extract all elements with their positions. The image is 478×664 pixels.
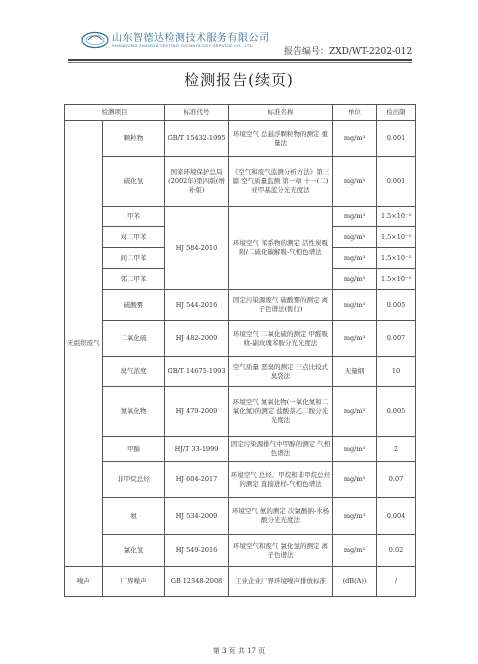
unit-cell: mg/m³ [333, 227, 377, 248]
item-cell: 甲苯 [103, 207, 165, 227]
company-name-en: SHANDONG ZHIDEDA TESTING TECHNOLOGY SERVICE CO., LTD [112, 43, 253, 48]
category-noise: 噪声 [65, 567, 103, 597]
name-cell: 固定污染源废气 硫酸雾的测定 离子色谱法(暂行) [229, 290, 333, 321]
code-cell: HJ 549-2016 [165, 535, 229, 567]
category-air: 无组织废气 [65, 121, 103, 567]
item-cell: 硫酸雾 [103, 290, 165, 321]
table-row [65, 437, 416, 462]
unit-cell: mg/m³ [333, 321, 377, 357]
company-name: 山东智德达检测技术服务有限公司 [112, 33, 270, 44]
limit-cell: 1.5×10⁻³ [377, 269, 416, 290]
code-cell: 国家环境保护总局(2002年)第四版(增补版) [165, 157, 229, 207]
unit-cell: (dB(A)) [333, 567, 377, 597]
unit-cell: mg/m³ [333, 157, 377, 207]
page-title: 检测报告(续页) [184, 71, 294, 89]
code-cell: GB/T 14675-1993 [165, 357, 229, 387]
table-header-row [65, 105, 416, 121]
item-cell: 硫化氢 [103, 157, 165, 207]
limit-cell: 1.5×10⁻³ [377, 207, 416, 227]
name-cell: 《空气和废气监测分析方法》第三篇 空气质量监测 第一章 十一(二) 亚甲基蓝分光光度法 [229, 157, 333, 207]
item-cell: 氨 [103, 498, 165, 535]
code-cell: HJ 544-2016 [165, 290, 229, 321]
limit-cell: 1.5×10⁻³ [377, 248, 416, 269]
item-cell: 对二甲苯 [103, 227, 165, 248]
limit-cell: 0.07 [377, 462, 416, 498]
unit-cell: mg/m³ [333, 290, 377, 321]
report-number: 报告编号：ZXD/WT-2202-012 [284, 47, 413, 57]
limit-cell: 0.005 [377, 387, 416, 437]
unit-cell: mg/m³ [333, 498, 377, 535]
header-item: 检测项目 [65, 105, 165, 121]
item-cell: 邻二甲苯 [103, 269, 165, 290]
unit-cell: mg/m³ [333, 269, 377, 290]
table-row [65, 535, 416, 567]
table-row [65, 157, 416, 207]
unit-cell: 无量纲 [333, 357, 377, 387]
header-divider [68, 59, 412, 61]
code-cell: HJ 534-2009 [165, 498, 229, 535]
page-number: 第 3 页 共 17 页 [212, 647, 266, 655]
item-cell: 氮氧化物 [103, 387, 165, 437]
name-cell: 工业企业厂界环境噪声排放标准 [229, 567, 333, 597]
code-cell: HJ 482-2009 [165, 321, 229, 357]
name-cell: 环境空气和废气 氯化氢的测定 离子色谱法 [229, 535, 333, 567]
limit-cell: 0.02 [377, 535, 416, 567]
table-row [65, 290, 416, 321]
limit-cell: 1.5×10⁻³ [377, 227, 416, 248]
table-row [65, 567, 416, 597]
code-cell: GB 12348-2008 [165, 567, 229, 597]
table-row [65, 357, 416, 387]
name-cell: 环境空气 总烃、甲烷和非甲烷总烃的测定 直接进样-气相色谱法 [229, 462, 333, 498]
unit-cell: mg/m³ [333, 462, 377, 498]
header-limit: 检出限 [377, 105, 416, 121]
unit-cell: mg/m³ [333, 437, 377, 462]
header-unit: 单位 [333, 105, 377, 121]
code-cell: GB/T 15432-1995 [165, 121, 229, 157]
item-cell: 非甲烷总烃 [103, 462, 165, 498]
company-logo-icon [80, 30, 110, 50]
code-cell: HJ 584-2010 [165, 207, 229, 290]
limit-cell: 0.007 [377, 321, 416, 357]
item-cell: 甲醇 [103, 437, 165, 462]
name-cell: 固定污染源排气中甲醇的测定 气相色谱法 [229, 437, 333, 462]
unit-cell: mg/m³ [333, 121, 377, 157]
unit-cell: mg/m³ [333, 387, 377, 437]
name-cell: 环境空气 苯系物的测定 活性炭吸附/二硫化碳解吸-气相色谱法 [229, 207, 333, 290]
header-name: 标准名称 [229, 105, 333, 121]
limit-cell: 0.001 [377, 157, 416, 207]
table-row [65, 387, 416, 437]
limit-cell: 0.001 [377, 121, 416, 157]
test-method-table [64, 104, 416, 597]
item-cell: 颗粒物 [103, 121, 165, 157]
item-cell: 间二甲苯 [103, 248, 165, 269]
limit-cell: 0.005 [377, 290, 416, 321]
item-cell: 厂界噪声 [103, 567, 165, 597]
item-cell: 二氧化硫 [103, 321, 165, 357]
unit-cell: mg/m³ [333, 248, 377, 269]
table-row [65, 321, 416, 357]
header-code: 标准代号 [165, 105, 229, 121]
header-divider-thin [68, 62, 412, 63]
table-row [65, 121, 416, 157]
limit-cell: 0.004 [377, 498, 416, 535]
name-cell: 环境空气 二氧化硫的测定 甲醛吸收-副玫瑰苯胺分光光度法 [229, 321, 333, 357]
table-row [65, 498, 416, 535]
name-cell: 环境空气 氮氧化物(一氧化氮和二氧化氮)的测定 盐酸萘乙二胺分光光度法 [229, 387, 333, 437]
table-row [65, 462, 416, 498]
limit-cell: 2 [377, 437, 416, 462]
code-cell: HJ 479-2009 [165, 387, 229, 437]
unit-cell: mg/m³ [333, 535, 377, 567]
limit-cell: / [377, 567, 416, 597]
name-cell: 空气质量 恶臭的测定 三点比较式臭袋法 [229, 357, 333, 387]
item-cell: 臭气浓度 [103, 357, 165, 387]
table-row [65, 207, 416, 227]
code-cell: HJ 604-2017 [165, 462, 229, 498]
code-cell: HJ/T 33-1999 [165, 437, 229, 462]
name-cell: 环境空气 总悬浮颗粒物的测定 重量法 [229, 121, 333, 157]
unit-cell: mg/m³ [333, 207, 377, 227]
item-cell: 氯化氢 [103, 535, 165, 567]
name-cell: 环境空气 氨的测定 次氯酸钠-水杨酸分光光度法 [229, 498, 333, 535]
limit-cell: 10 [377, 357, 416, 387]
